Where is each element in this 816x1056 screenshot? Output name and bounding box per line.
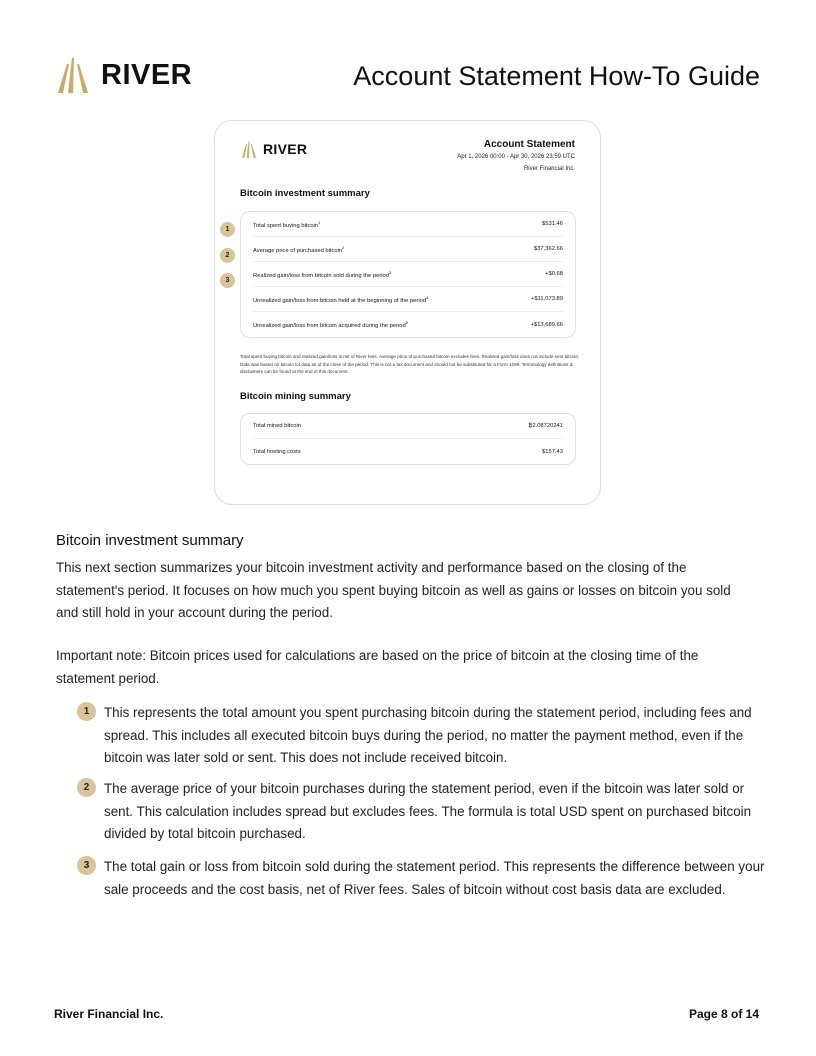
important-note: Important note: Bitcoin prices used for calculations are based on the price of bitcoin at the closing time of the statement period.: [56, 648, 699, 686]
page-number: Page 8 of 14: [688, 1007, 759, 1021]
investment-row: [253, 212, 563, 237]
statement-header: [457, 138, 575, 175]
statement-period: Apr 1, 2026 00:00 - Apr 30, 2026 23:59 UTC: [457, 154, 575, 160]
row-sup: 1: [318, 219, 321, 225]
statement-footnote: Total spent buying bitcoin and realized gain/loss is net of River fees. Average price of purchased bitcoin excludes fees. Realized gain/loss does not include sent bitcoin. Data was based on bitcoin lot data as of the close of the period. This is not a tax document and should not be substituted for a Form 1099. Terminology definitions & disclaimers can be found at the end of this document.: [240, 354, 580, 374]
row-label: Total spent buying bitcoin: [253, 222, 319, 229]
statement-title: Account Statement: [483, 139, 575, 150]
row-value: +$0.68: [545, 271, 563, 277]
statement-preview-card: [214, 120, 601, 505]
investment-row: [253, 312, 563, 337]
item-text: The total gain or loss from bitcoin sold during the statement period. This represents the difference between your sale proceeds and the cost basis, net of River fees. Sales of bitcoin without cost basis data are excluded.: [104, 859, 765, 897]
statement-investment-heading: Bitcoin investment summary: [240, 188, 370, 199]
investment-row: [253, 262, 563, 287]
investment-row: [253, 287, 563, 312]
marker-badge: 1: [220, 222, 235, 237]
number-badge: 2: [77, 778, 96, 797]
row-sup: 5: [405, 320, 408, 326]
mining-row: [253, 414, 563, 439]
statement-logo: [241, 141, 307, 158]
number-badge: 3: [77, 856, 96, 875]
marker-badge: 3: [220, 273, 235, 288]
marker-badge: 2: [220, 248, 235, 263]
row-label: Unrealized gain/loss from bitcoin acquired during the period: [253, 322, 406, 329]
number-badge: 1: [77, 702, 96, 721]
row-value: ₿2.08720241: [528, 423, 563, 429]
logo-text: RIVER: [101, 59, 193, 91]
item-text: The average price of your bitcoin purchases during the statement period, even if the bitcoin was later sold or sent. This calculation includes spread but excludes fees. The formula is total USD spent on purchased bitcoin divided by total bitcoin purchased.: [104, 781, 752, 841]
row-value: +$13,689.66: [530, 321, 563, 328]
statement-company: River Financial Inc.: [523, 166, 575, 172]
mining-row: [253, 439, 563, 464]
river-logo-icon: [241, 141, 257, 158]
mining-rows: [240, 413, 576, 465]
row-sup: 2: [342, 244, 345, 250]
row-sup: 3: [388, 269, 392, 275]
statement-mining-heading: Bitcoin mining summary: [240, 391, 351, 402]
row-value: +$11,073.89: [531, 296, 563, 302]
row-value: $531.46: [542, 221, 563, 227]
row-label: Unrealized gain/loss from bitcoin held at the beginning of the period: [253, 297, 427, 304]
investment-row: [253, 237, 563, 262]
river-logo-icon: [56, 58, 90, 93]
row-label: Total mined bitcoin: [253, 423, 302, 429]
intro-paragraph: This next section summarizes your bitcoin investment activity and performance based on the closing of the statement's period. It focuses on how much you spent buying bitcoin as well as gains or losses on bitcoin you sold and still hold in your account during the period.: [56, 560, 731, 620]
footer-company: River Financial Inc.: [54, 1007, 164, 1021]
river-logo: [56, 58, 192, 93]
investment-rows: [240, 211, 576, 338]
row-label: Realized gain/loss from bitcoin sold during the period: [253, 272, 389, 279]
page-title: Account Statement How-To Guide: [353, 61, 760, 91]
item-text: This represents the total amount you spent purchasing bitcoin during the statement period, including fees and spread. This includes all executed bitcoin buys during the period, no matter the payment method, even if the bitcoin was later sold or sent. This does not include received bitcoin.: [104, 705, 752, 765]
row-value: $157.43: [542, 448, 563, 455]
row-label: Average price of purchased bitcoin: [253, 247, 343, 254]
row-sup: 4: [426, 294, 429, 300]
section-heading: Bitcoin investment summary: [56, 532, 244, 549]
statement-logo-text: RIVER: [263, 141, 308, 157]
explanation-item: [77, 856, 769, 901]
explanation-item: [77, 778, 769, 846]
explanation-item: [77, 702, 769, 770]
row-label: Total hosting costs: [253, 448, 301, 455]
row-value: $37,362.66: [533, 246, 563, 252]
